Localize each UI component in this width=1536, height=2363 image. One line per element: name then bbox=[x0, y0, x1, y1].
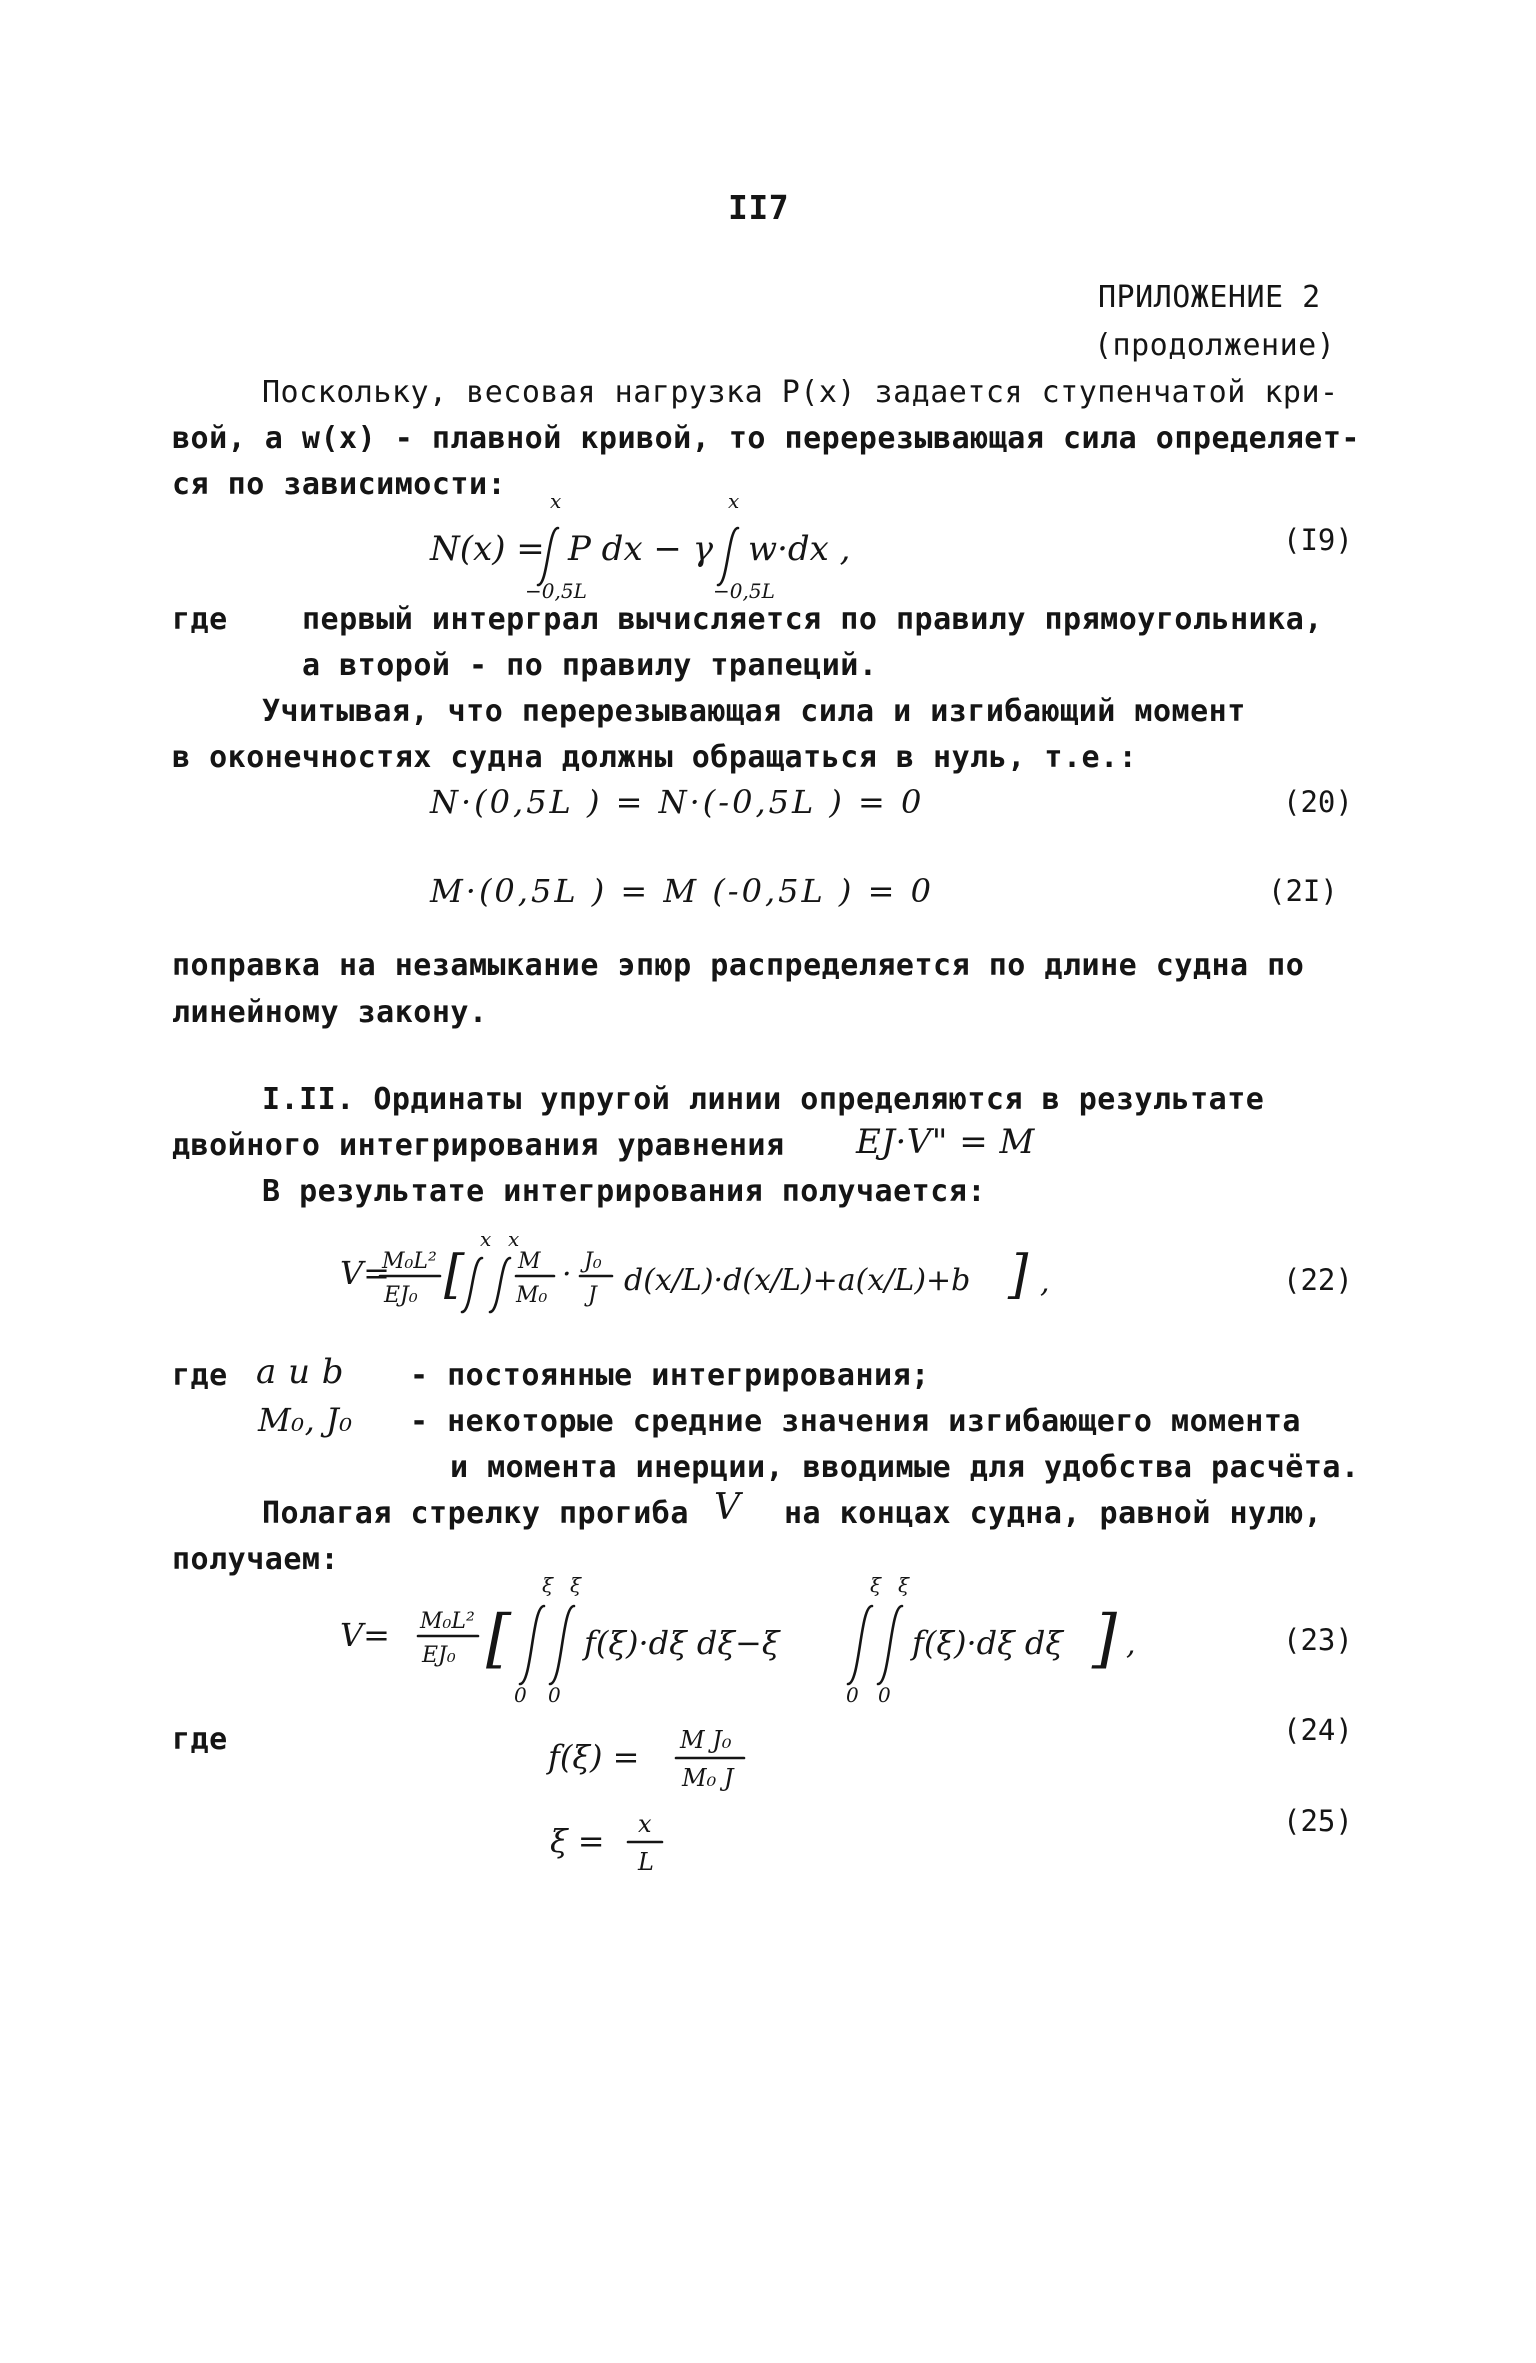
where-label-2: где bbox=[172, 1358, 228, 1393]
svg-text:,: , bbox=[1126, 1627, 1136, 1662]
svg-text:M₀: M₀ bbox=[516, 1283, 548, 1308]
section-line-1: I.II. Ординаты упругой линии определяются в результате bbox=[262, 1082, 1265, 1117]
appendix-heading: ПРИЛОЖЕНИЕ 2 bbox=[1098, 280, 1321, 315]
svg-text:0: 0 bbox=[514, 1683, 527, 1707]
where-2-symbols-mj: M₀, J₀ bbox=[258, 1401, 353, 1439]
equation-21-number: (2I) bbox=[1268, 874, 1338, 908]
svg-text:d(x/L)·d(x/L)+a(x/L)+b: d(x/L)·d(x/L)+a(x/L)+b bbox=[624, 1263, 971, 1298]
svg-text:x: x bbox=[728, 489, 740, 513]
svg-text:J₀: J₀ bbox=[584, 1249, 602, 1274]
svg-text:0: 0 bbox=[548, 1683, 561, 1707]
svg-text:[: [ bbox=[444, 1245, 465, 1305]
svg-text:EJ₀: EJ₀ bbox=[384, 1283, 418, 1308]
paragraph-2-line-2: в оконечностях судна должны обращаться в нуль, т.е.: bbox=[172, 740, 1138, 775]
svg-text:w·dx ,: w·dx , bbox=[748, 529, 851, 569]
paragraph-3-line-2: линейному закону. bbox=[172, 995, 488, 1030]
svg-text:V=: V= bbox=[340, 1616, 390, 1654]
svg-text:EJ₀: EJ₀ bbox=[422, 1643, 456, 1668]
appendix-continuation: (продолжение) bbox=[1094, 328, 1336, 363]
equation-23-number: (23) bbox=[1283, 1623, 1353, 1657]
equation-19 bbox=[430, 489, 890, 603]
svg-text:0: 0 bbox=[846, 1683, 859, 1707]
equation-22-number: (22) bbox=[1283, 1263, 1353, 1297]
paragraph-2-line-1: Учитывая, что перерезывающая сила и изгибающий момент bbox=[262, 694, 1246, 729]
svg-text:,: , bbox=[1040, 1265, 1050, 1300]
where-2-symbols-ab: a и b bbox=[256, 1352, 345, 1392]
svg-text:ξ: ξ bbox=[570, 1573, 582, 1597]
svg-text:]: ] bbox=[1008, 1245, 1029, 1305]
equation-22 bbox=[340, 1222, 1080, 1332]
where-2-desc-mj-1: - некоторые средние значения изгибающего момента bbox=[410, 1404, 1301, 1439]
svg-text:N(x) =: N(x) = bbox=[430, 529, 545, 569]
where-label-1: где bbox=[172, 602, 228, 637]
svg-text:J: J bbox=[588, 1283, 597, 1308]
where-1-line-1: первый интерграл вычисляется по правилу прямоугольника, bbox=[302, 602, 1323, 637]
equation-25-number: (25) bbox=[1283, 1804, 1353, 1838]
section-equation: EJ·V" = M bbox=[856, 1122, 1035, 1162]
svg-text:M₀ J: M₀ J bbox=[682, 1764, 734, 1792]
svg-text:ξ: ξ bbox=[870, 1573, 882, 1597]
svg-text:ξ =: ξ = bbox=[550, 1822, 605, 1860]
svg-text:f(ξ) =: f(ξ) = bbox=[548, 1738, 640, 1776]
equation-20: N·(0,5L ) = N·(-0,5L ) = 0 bbox=[430, 783, 925, 821]
svg-text:·: · bbox=[562, 1257, 572, 1292]
svg-text:M₀L²: M₀L² bbox=[420, 1609, 475, 1634]
svg-text:f(ξ)·dξ dξ−ξ: f(ξ)·dξ dξ−ξ bbox=[584, 1624, 780, 1662]
svg-text:x: x bbox=[508, 1227, 520, 1251]
svg-text:M J₀: M J₀ bbox=[680, 1726, 732, 1754]
where-label-3: где bbox=[172, 1722, 228, 1757]
paragraph-1-line-3: ся по зависимости: bbox=[172, 467, 507, 502]
equation-24 bbox=[548, 1714, 798, 1804]
svg-text:f(ξ)·dξ dξ: f(ξ)·dξ dξ bbox=[912, 1624, 1063, 1662]
equation-25 bbox=[550, 1800, 710, 1890]
paragraph-4-line-2: получаем: bbox=[172, 1542, 340, 1577]
where-2-desc-ab: - постоянные интегрирования; bbox=[410, 1358, 930, 1393]
paragraph-4-line-1b: на концах судна, равной нулю, bbox=[784, 1496, 1323, 1531]
where-1-line-2: а второй - по правилу трапеций. bbox=[302, 648, 878, 683]
where-2-desc-mj-2: и момента инерции, вводимые для удобства расчёта. bbox=[450, 1450, 1360, 1485]
svg-text:0: 0 bbox=[878, 1683, 891, 1707]
paragraph-4-symbol-v: V bbox=[714, 1487, 741, 1528]
svg-text:−0,5L: −0,5L bbox=[525, 579, 587, 603]
equation-21: M·(0,5L ) = M (-0,5L ) = 0 bbox=[430, 872, 934, 910]
svg-text:ξ: ξ bbox=[898, 1573, 910, 1597]
section-line-2: двойного интегрирования уравнения bbox=[172, 1128, 785, 1163]
section-line-3: В результате интегрирования получается: bbox=[262, 1174, 986, 1209]
equation-20-number: (20) bbox=[1283, 785, 1353, 819]
svg-text:V=: V= bbox=[340, 1254, 390, 1292]
svg-text:M: M bbox=[518, 1249, 541, 1274]
svg-text:x: x bbox=[638, 1810, 652, 1838]
paragraph-4-line-1a: Полагая стрелку прогиба bbox=[262, 1496, 689, 1531]
equation-24-number: (24) bbox=[1283, 1713, 1353, 1747]
svg-text:x: x bbox=[480, 1227, 492, 1251]
svg-text:x: x bbox=[550, 489, 562, 513]
svg-text:ξ: ξ bbox=[542, 1573, 554, 1597]
svg-text:M₀L²: M₀L² bbox=[382, 1249, 437, 1274]
page-number: II7 bbox=[728, 188, 790, 227]
svg-text:[: [ bbox=[486, 1602, 511, 1676]
paragraph-1-line-2: вой, а w(x) - плавной кривой, то перерезывающая сила определяет- bbox=[172, 421, 1360, 456]
svg-text:]: ] bbox=[1092, 1602, 1117, 1676]
equation-23 bbox=[340, 1562, 1160, 1712]
paragraph-3-line-1: поправка на незамыкание эпюр распределяется по длине судна по bbox=[172, 948, 1305, 983]
paragraph-1-line-1: Поскольку, весовая нагрузка P(x) задается ступенчатой кри- bbox=[262, 375, 1339, 410]
equation-19-number: (I9) bbox=[1283, 523, 1353, 557]
svg-text:P dx − γ: P dx − γ bbox=[568, 529, 714, 569]
svg-text:L: L bbox=[638, 1848, 654, 1876]
svg-text:−0,5L: −0,5L bbox=[713, 579, 775, 603]
